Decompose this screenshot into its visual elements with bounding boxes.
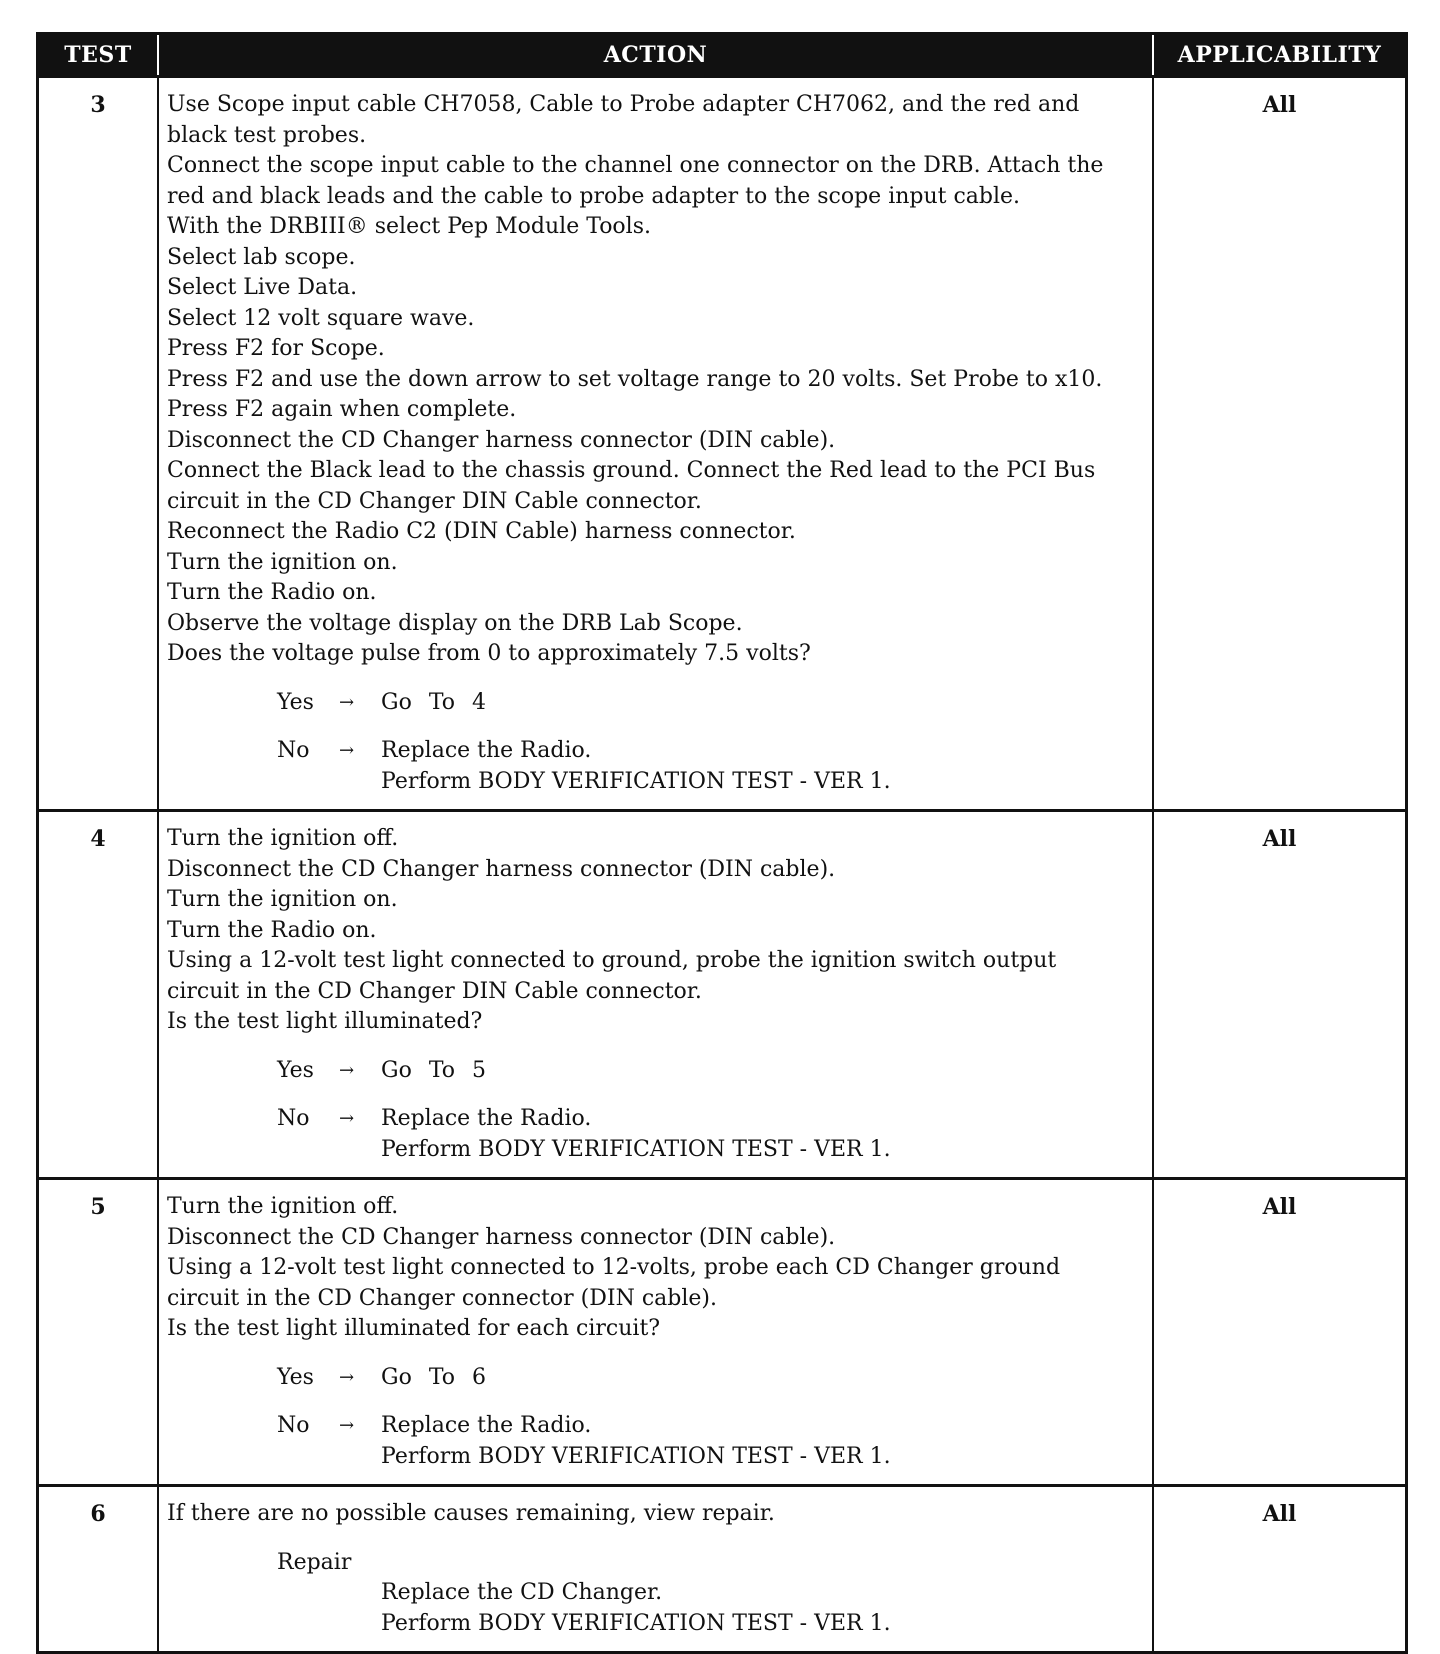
action-line: Select lab scope. bbox=[167, 244, 356, 270]
no-label: No bbox=[277, 1413, 310, 1438]
action-line: Using a 12-volt test light connected to ground, probe the ignition switch output bbox=[167, 948, 1057, 973]
column-header-applicability: APPLICABILITY bbox=[1153, 35, 1405, 77]
no-step: Perform BODY VERIFICATION TEST - VER 1. bbox=[381, 768, 891, 794]
test-number: 5 bbox=[39, 1179, 158, 1486]
right-arrow-icon: → bbox=[339, 740, 355, 761]
action-line: Using a 12-volt test light connected to 12-volts, probe each CD Changer ground bbox=[167, 1255, 1061, 1280]
action-cell bbox=[158, 77, 1153, 811]
action-line: Select 12 volt square wave. bbox=[167, 305, 475, 331]
action-line: Observe the voltage display on the DRB Lab Scope. bbox=[167, 610, 743, 636]
action-line: Disconnect the CD Changer harness connector (DIN cable). bbox=[167, 856, 836, 882]
no-outcome bbox=[277, 1104, 1144, 1165]
test-row-6 bbox=[39, 1486, 1405, 1652]
action-line: Turn the ignition off. bbox=[167, 826, 399, 851]
action-line: Press F2 again when complete. bbox=[167, 397, 517, 422]
action-line: Turn the Radio on. bbox=[167, 580, 377, 605]
action-line: Turn the ignition on. bbox=[167, 887, 398, 912]
action-line: circuit in the CD Changer DIN Cable connector. bbox=[167, 978, 702, 1004]
test-number: 6 bbox=[39, 1486, 158, 1652]
action-cell bbox=[158, 1179, 1153, 1486]
applicability: All bbox=[1153, 1179, 1405, 1486]
no-step: Replace the Radio. bbox=[381, 1413, 592, 1438]
no-outcome bbox=[277, 1411, 1144, 1472]
no-label: No bbox=[277, 1106, 310, 1131]
diagnostic-procedure-table bbox=[36, 32, 1408, 1654]
test-row-4 bbox=[39, 811, 1405, 1179]
goto-link[interactable]: Go To 6 bbox=[381, 1364, 487, 1390]
action-line: Connect the Black lead to the chassis ground. Connect the Red lead to the PCI Bus bbox=[167, 458, 1096, 483]
no-outcome bbox=[277, 736, 1144, 797]
goto-link[interactable]: Go To 4 bbox=[381, 689, 487, 715]
test-table bbox=[39, 35, 1405, 1651]
yes-outcome bbox=[277, 1363, 1144, 1394]
test-row-3 bbox=[39, 77, 1405, 811]
action-line: red and black leads and the cable to probe adapter to the scope input cable. bbox=[167, 183, 1021, 209]
action-cell bbox=[158, 811, 1153, 1179]
column-header-test: TEST bbox=[39, 35, 158, 77]
action-line: circuit in the CD Changer connector (DIN cable). bbox=[167, 1285, 717, 1311]
table-header-row bbox=[39, 35, 1405, 77]
right-arrow-icon: → bbox=[339, 1415, 355, 1436]
applicability: All bbox=[1153, 77, 1405, 811]
applicability: All bbox=[1153, 811, 1405, 1179]
no-step: Replace the Radio. bbox=[381, 738, 592, 763]
right-arrow-icon: → bbox=[339, 1366, 355, 1388]
no-step: Perform BODY VERIFICATION TEST - VER 1. bbox=[381, 1443, 891, 1469]
yes-outcome bbox=[277, 688, 1144, 719]
repair-step: Replace the CD Changer. bbox=[381, 1580, 663, 1605]
action-line: Disconnect the CD Changer harness connector (DIN cable). bbox=[167, 1224, 836, 1250]
applicability: All bbox=[1153, 1486, 1405, 1652]
action-line: Press F2 for Scope. bbox=[167, 336, 385, 361]
action-line: Select Live Data. bbox=[167, 275, 358, 300]
action-line: Press F2 and use the down arrow to set voltage range to 20 volts. Set Probe to x10. bbox=[167, 366, 1103, 392]
action-line: Is the test light illuminated? bbox=[167, 1009, 483, 1034]
yes-label: Yes bbox=[277, 1364, 314, 1390]
action-cell bbox=[158, 1486, 1153, 1652]
action-line: Reconnect the Radio C2 (DIN Cable) harness connector. bbox=[167, 519, 796, 544]
yes-label: Yes bbox=[277, 689, 314, 715]
goto-link[interactable]: Go To 5 bbox=[381, 1057, 487, 1083]
repair-block bbox=[277, 1548, 1144, 1640]
action-line: Disconnect the CD Changer harness connector (DIN cable). bbox=[167, 427, 836, 453]
right-arrow-icon: → bbox=[339, 1108, 355, 1129]
no-label: No bbox=[277, 738, 310, 763]
right-arrow-icon: → bbox=[339, 691, 355, 713]
outcomes bbox=[167, 1056, 1144, 1166]
action-line: If there are no possible causes remaining, view repair. bbox=[167, 1501, 775, 1526]
outcomes bbox=[167, 1363, 1144, 1473]
right-arrow-icon: → bbox=[339, 1059, 355, 1081]
test-number: 4 bbox=[39, 811, 158, 1179]
action-line: Is the test light illuminated for each circuit? bbox=[167, 1316, 661, 1341]
action-line: Use Scope input cable CH7058, Cable to Probe adapter CH7062, and the red and bbox=[167, 92, 1080, 117]
repair-steps bbox=[381, 1578, 1144, 1639]
no-step: Perform BODY VERIFICATION TEST - VER 1. bbox=[381, 1136, 891, 1162]
action-line: Turn the Radio on. bbox=[167, 917, 377, 943]
repair-label: Repair bbox=[277, 1549, 352, 1575]
action-line: Connect the scope input cable to the channel one connector on the DRB. Attach the bbox=[167, 153, 1104, 178]
action-line: Turn the ignition off. bbox=[167, 1194, 399, 1219]
test-number: 3 bbox=[39, 77, 158, 811]
action-line: circuit in the CD Changer DIN Cable connector. bbox=[167, 488, 702, 514]
column-header-action: ACTION bbox=[158, 35, 1153, 77]
outcomes bbox=[167, 688, 1144, 798]
repair-step: Perform BODY VERIFICATION TEST - VER 1. bbox=[381, 1610, 891, 1636]
action-line: With the DRBIII® select Pep Module Tools. bbox=[167, 214, 651, 239]
yes-label: Yes bbox=[277, 1057, 314, 1083]
no-step: Replace the Radio. bbox=[381, 1106, 592, 1131]
yes-outcome bbox=[277, 1056, 1144, 1087]
action-line: Turn the ignition on. bbox=[167, 549, 398, 575]
action-line: Does the voltage pulse from 0 to approximately 7.5 volts? bbox=[167, 641, 811, 666]
test-row-5 bbox=[39, 1179, 1405, 1486]
action-line: black test probes. bbox=[167, 122, 367, 148]
